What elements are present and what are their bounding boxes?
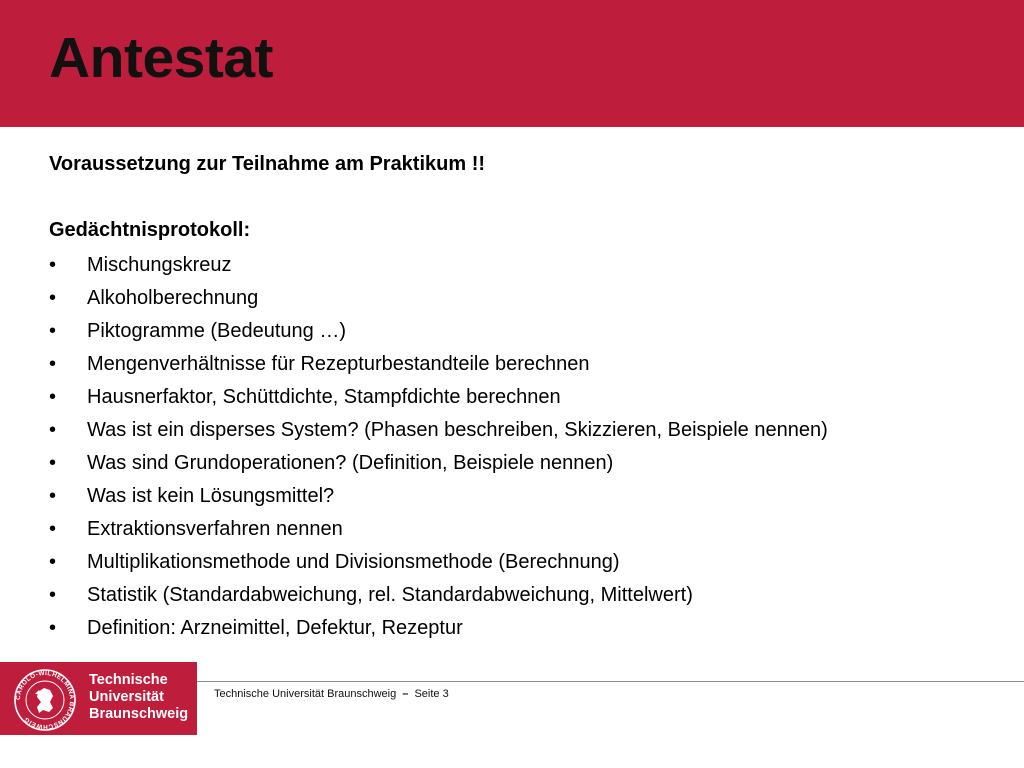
footer-divider bbox=[197, 681, 1024, 682]
logo-wordmark bbox=[89, 672, 188, 723]
list-item-text: Mengenverhältnisse für Rezepturbestandteile berechnen bbox=[87, 353, 590, 375]
list-item bbox=[49, 282, 828, 315]
bullet-icon: • bbox=[49, 320, 57, 342]
logo-line: Technische bbox=[89, 672, 168, 688]
list-item-text: Hausnerfaktor, Schüttdichte, Stampfdichte berechnen bbox=[87, 386, 561, 408]
list-item-text: Alkoholberechnung bbox=[87, 287, 259, 309]
bullet-list bbox=[49, 249, 828, 645]
university-seal-icon bbox=[13, 668, 77, 732]
logo-line: Universität bbox=[89, 689, 164, 705]
list-item-text: Statistik (Standardabweichung, rel. Standardabweichung, Mittelwert) bbox=[87, 584, 693, 606]
list-heading: Gedächtnisprotokoll: bbox=[49, 219, 251, 241]
list-item bbox=[49, 315, 828, 348]
bullet-icon: • bbox=[49, 419, 57, 441]
list-item bbox=[49, 348, 828, 381]
list-item bbox=[49, 546, 828, 579]
bullet-icon: • bbox=[49, 617, 57, 639]
footer-institution: Technische Universität Braunschweig bbox=[214, 688, 397, 700]
bullet-icon: • bbox=[49, 386, 57, 408]
list-item bbox=[49, 480, 828, 513]
university-logo bbox=[0, 662, 197, 735]
list-item-text: Definition: Arzneimittel, Defektur, Rezeptur bbox=[87, 617, 463, 639]
list-item bbox=[49, 249, 828, 282]
slide-subtitle: Voraussetzung zur Teilnahme am Praktikum !! bbox=[49, 153, 486, 175]
bullet-icon: • bbox=[49, 584, 57, 606]
list-item bbox=[49, 612, 828, 645]
list-item bbox=[49, 414, 828, 447]
bullet-icon: • bbox=[49, 287, 57, 309]
page-number: Seite 3 bbox=[414, 688, 449, 700]
bullet-icon: • bbox=[49, 485, 57, 507]
list-item-text: Mischungskreuz bbox=[87, 254, 232, 276]
list-item bbox=[49, 447, 828, 480]
logo-line: Braunschweig bbox=[89, 706, 189, 722]
footer-separator: – bbox=[402, 688, 409, 700]
list-item-text: Multiplikationsmethode und Divisionsmethode (Berechnung) bbox=[87, 551, 620, 573]
list-item-text: Piktogramme (Bedeutung …) bbox=[87, 320, 347, 342]
list-item-text: Was ist ein disperses System? (Phasen beschreiben, Skizzieren, Beispiele nennen) bbox=[87, 419, 828, 441]
list-item bbox=[49, 579, 828, 612]
list-item bbox=[49, 381, 828, 414]
list-item-text: Was sind Grundoperationen? (Definition, Beispiele nennen) bbox=[87, 452, 614, 474]
list-item-text: Was ist kein Lösungsmittel? bbox=[87, 485, 335, 507]
bullet-icon: • bbox=[49, 353, 57, 375]
bullet-icon: • bbox=[49, 518, 57, 540]
bullet-icon: • bbox=[49, 452, 57, 474]
seal-text: CAROLO-WILHELMINA BRAUNSCHWEIG bbox=[14, 669, 76, 731]
list-item-text: Extraktionsverfahren nennen bbox=[87, 518, 343, 540]
bullet-icon: • bbox=[49, 254, 57, 276]
bullet-icon: • bbox=[49, 551, 57, 573]
list-item bbox=[49, 513, 828, 546]
slide-title: Antestat bbox=[49, 26, 274, 90]
footer-info bbox=[214, 688, 449, 700]
